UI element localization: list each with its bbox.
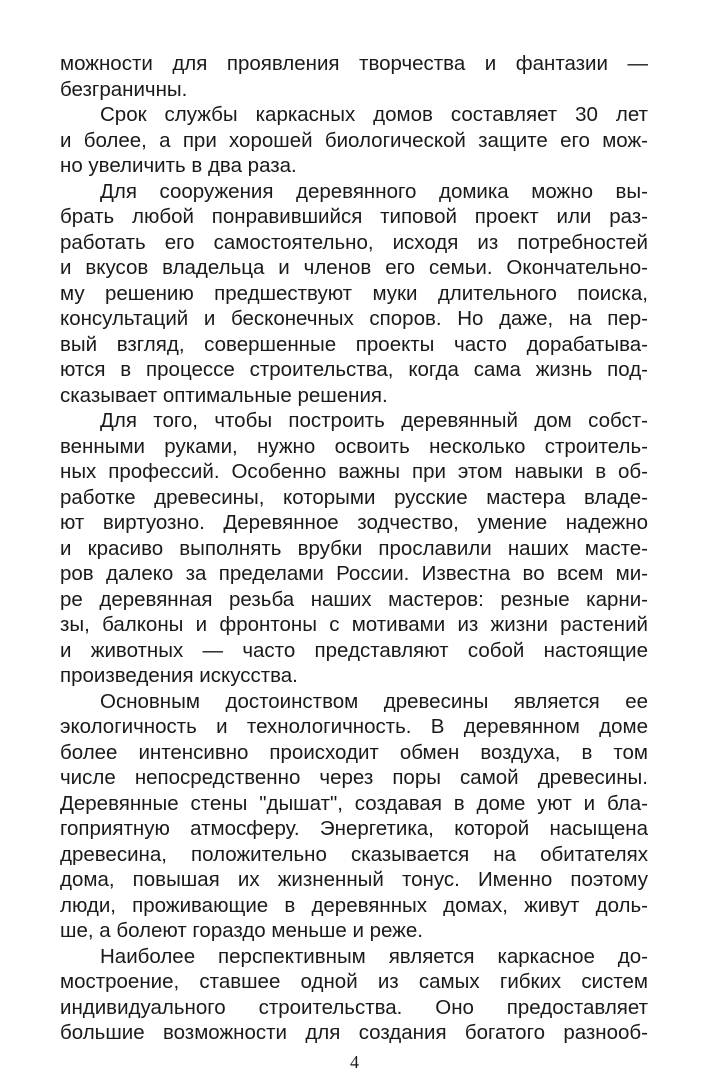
paragraph-project-choice — [60, 179, 648, 409]
paragraph-service-life — [60, 102, 648, 179]
text-line: ются в процессе строительства, когда сама жизнь под- — [60, 358, 648, 381]
document-body — [60, 51, 648, 1046]
text-line: но увеличить в два раза. — [60, 154, 297, 177]
text-line: числе непосредственно через поры самой древесины. — [60, 766, 648, 789]
text-line: работать его самостоятельно, исходя из потребностей — [60, 230, 648, 254]
paragraph-frame-construction — [60, 944, 648, 1046]
text-line: ных профессий. Особенно важны при этом навыки в об- — [60, 460, 648, 483]
text-line: Для сооружения деревянного домика можно вы- — [100, 179, 648, 203]
text-line: Для того, чтобы построить деревянный дом собст- — [100, 409, 648, 432]
text-line: брать любой понравившийся типовой проект или раз- — [60, 205, 648, 228]
text-line: произведения искусства. — [60, 664, 298, 687]
text-line: гоприятную атмосферу. Энергетика, которой насыщена — [60, 817, 648, 840]
text-line: му решению предшествуют муки длительного поиска, — [60, 281, 648, 305]
text-line: сказывает оптимальные решения. — [60, 383, 388, 407]
paragraph-craftsmanship — [60, 408, 648, 689]
text-line: ют виртуозно. Деревянное зодчество, умение надежно — [60, 511, 648, 534]
text-line: Срок службы каркасных домов составляет 30 лет — [100, 103, 648, 126]
text-line: и более, а при хорошей биологической защите его мож- — [60, 128, 648, 152]
text-line: более интенсивно происходит обмен воздуха, в том — [60, 740, 648, 764]
page-number: 4 — [350, 1052, 359, 1072]
text-line: ше, а болеют гораздо меньше и реже. — [60, 919, 423, 942]
text-line: и вкусов владельца и членов его семьи. Окончательно- — [60, 256, 648, 279]
text-line: вый взгляд, совершенные проекты часто дорабатыва- — [60, 332, 648, 356]
text-line: индивидуального строительства. Оно предоставляет — [60, 995, 648, 1019]
text-line: ров далеко за пределами России. Известна во всем ми- — [60, 562, 648, 585]
text-line: люди, проживающие в деревянных домах, живут доль- — [60, 893, 648, 917]
text-line: древесина, положительно сказывается на обитателях — [60, 842, 648, 866]
text-line: Деревянные стены "дышат", создавая в доме уют и бла- — [60, 791, 648, 815]
text-line: ре деревянная резьба наших мастеров: резные карни- — [60, 587, 648, 611]
text-line: Основным достоинством древесины является ее — [100, 689, 648, 713]
text-line: дома, повышая их жизненный тонус. Именно поэтому — [60, 868, 648, 891]
text-line: работке древесины, которыми русские мастера владе- — [60, 485, 648, 509]
text-line: можности для проявления творчества и фантазии — — [60, 52, 648, 75]
text-line: экологичность и технологичность. В деревянном доме — [60, 715, 648, 738]
paragraph-wood-advantages — [60, 689, 648, 944]
text-line: и животных — часто представляют собой настоящие — [60, 638, 648, 662]
text-line: и красиво выполнять врубки прославили наших масте- — [60, 536, 648, 560]
text-line: консультаций и бесконечных споров. Но даже, на пер- — [60, 307, 648, 330]
text-line: венными руками, нужно освоить несколько строитель- — [60, 434, 648, 458]
text-line: безграничны. — [60, 77, 188, 101]
text-line: мостроение, ставшее одной из самых гибких систем — [60, 970, 648, 993]
text-line: зы, балконы и фронтоны с мотивами из жизни растений — [60, 613, 648, 636]
text-line: Наиболее перспективным является каркасное до- — [100, 944, 648, 968]
paragraph-continued — [60, 51, 648, 102]
text-line: большие возможности для создания богатого разнооб- — [60, 1021, 648, 1044]
